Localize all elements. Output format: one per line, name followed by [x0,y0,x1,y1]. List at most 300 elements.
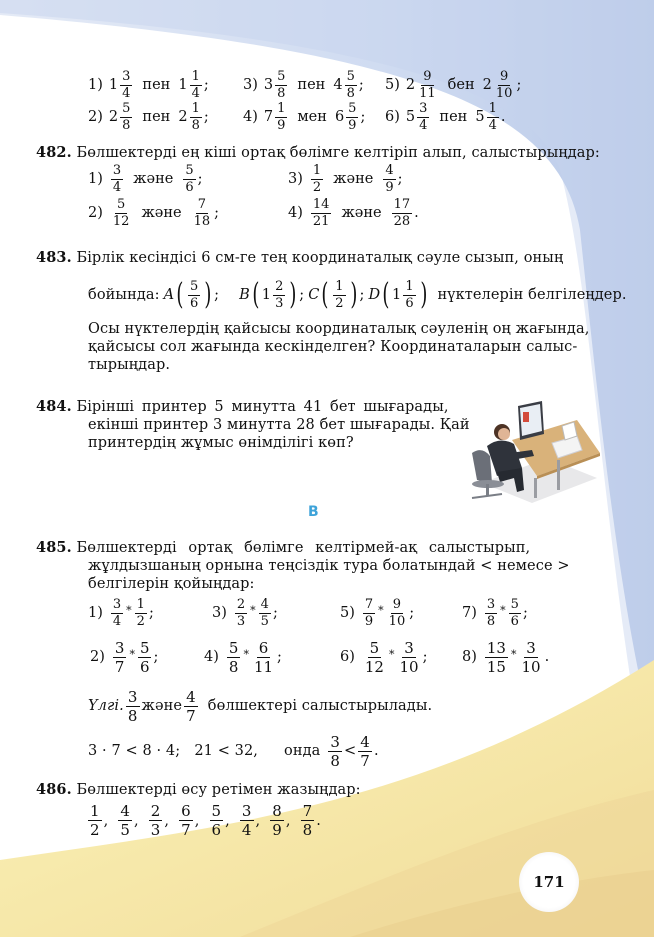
exercise-item [288,162,403,196]
connector-word: және [333,171,374,187]
task-486-fractions [86,800,329,840]
fraction [190,102,202,133]
numerator: 1 [488,100,497,116]
numerator: 5 [117,196,126,212]
exercise-item [88,196,219,230]
denominator: 4 [112,613,122,629]
fraction [275,102,287,133]
connector-word: мен [297,109,327,125]
numerator: 1 [312,162,322,178]
fraction [111,164,123,195]
example-line-2 [88,731,379,771]
denominator: 2 [136,613,145,629]
task-484-statement [36,398,470,452]
section-heading-level-b: B [308,504,319,520]
numerator: 4 [385,162,394,178]
text-prefix: бойында: [88,287,160,303]
example-line-1 [88,686,432,726]
exercise-item [90,640,158,674]
denominator: 4 [241,820,252,839]
item-label: 4) [243,109,258,125]
denominator: 10 [399,657,419,676]
comparison-placeholder: * [500,603,506,617]
comparison-placeholder: * [388,647,395,661]
denominator: 4 [112,179,122,195]
denominator: 4 [191,85,200,101]
task-number: 485. [36,539,72,556]
comparison-placeholder: * [243,647,249,661]
connector-word: және [133,171,174,187]
punctuation: ; [516,77,522,93]
punctuation: ; [153,649,159,665]
numerator: 5 [122,100,131,116]
punctuation: ; [203,109,209,125]
comparison-placeholder: * [126,603,132,617]
numerator: 3 [122,68,131,84]
item-label: 1) [88,77,103,93]
open-paren: ( [321,277,329,312]
denominator: 6 [185,179,194,195]
connector-word: және [141,698,183,714]
fraction [311,198,332,229]
comparison-placeholder: * [378,603,384,617]
coordinate-point [308,277,365,312]
exercise-item [243,68,364,102]
whole-part: 2 [482,77,492,93]
denominator: 9 [364,613,374,629]
denominator: 6 [139,657,150,676]
denominator: 15 [486,657,506,676]
punctuation: ; [197,171,203,187]
denominator: 3 [236,613,246,629]
coordinate-point [163,277,220,312]
task-485-statement [36,539,570,593]
fraction [188,280,200,311]
connector-word: және [341,205,382,221]
whole-part: 4 [333,77,343,93]
numerator: 3 [112,596,122,612]
numerator: 2 [275,278,284,294]
fraction [259,598,271,629]
numerator: 1 [277,100,286,116]
denominator: 21 [312,213,330,229]
numerator: 4 [360,732,370,751]
fraction [111,198,132,229]
numerator: 1 [90,801,100,820]
fraction [509,598,521,629]
numerator: 14 [312,196,330,212]
text-line: қайсысы сол жағында кескінделген? Координаталарын салыс- [88,339,578,355]
exercise-item [88,596,154,630]
denominator: 12 [364,657,384,676]
task-text: Бірлік кесіндісі 6 см-ге тең координаталық сәуле сызып, оның [76,250,564,266]
numerator: 1 [335,278,344,294]
fraction [190,70,202,101]
connector-word: және [141,205,182,221]
item-label: 4) [288,205,303,221]
denominator: 9 [277,117,286,133]
numerator: 5 [277,68,286,84]
example-label: Үлгі. [88,698,124,714]
fraction [485,598,497,629]
punctuation: ; [299,287,305,303]
fraction [149,803,163,838]
whole-part: 3 [263,77,274,93]
whole-part: 2 [405,77,416,93]
fraction [403,280,415,311]
fraction [113,640,127,675]
fraction [118,803,132,838]
fraction [345,70,357,101]
fraction [417,70,438,101]
punctuation: ; [522,605,528,621]
exercise-item [243,100,365,134]
text-line: белгілерін қойыңдар: [88,576,255,592]
fraction [252,640,275,675]
denominator: 18 [193,213,211,229]
denominator: 4 [488,117,497,133]
close-paren: ) [289,277,297,312]
open-paren: ( [382,277,390,312]
punctuation: . [500,109,506,125]
fraction [311,164,323,195]
numerator: 4 [186,687,196,706]
punctuation: , [134,813,139,829]
punctuation: . [544,649,550,665]
fraction [485,640,508,675]
exercise-item [462,596,528,630]
punctuation: ; [203,77,209,93]
denominator: 5 [120,820,131,839]
punctuation: ; [409,605,415,621]
denominator: 8 [302,820,313,839]
point-name: D [368,287,381,303]
denominator: 10 [495,85,513,101]
numerator: 3 [114,638,125,657]
close-paren: ) [204,277,212,312]
punctuation: . [373,743,379,759]
comparison-placeholder: * [510,647,517,661]
numerator: 8 [272,801,282,820]
numerator: 13 [486,638,506,657]
denominator: 8 [228,657,239,676]
fraction [88,803,102,838]
example-text: бөлшектері салыстырылады. [207,698,433,714]
whole-part: 7 [263,109,274,125]
fraction [273,280,285,311]
item-label: 3) [243,77,258,93]
punctuation: ; [277,649,282,665]
denominator: 2 [335,295,344,311]
fraction [301,803,315,838]
numerator: 3 [404,638,414,657]
whole-part: 1 [261,287,272,303]
numerator: 7 [302,801,313,820]
punctuation: , [285,813,291,829]
fraction [210,803,224,838]
denominator: 8 [122,117,131,133]
example-calculation: 3 · 7 < 8 · 4; 21 < 32, [88,743,259,759]
denominator: 28 [393,213,411,229]
connector-word: пен [297,77,326,93]
item-label: 2) [88,109,103,125]
whole-part: 1 [178,77,188,93]
denominator: 7 [360,751,370,770]
fraction [270,803,284,838]
denominator: 6 [510,613,519,629]
denominator: 8 [277,85,286,101]
fraction [120,102,132,133]
task-text: Бөлшектерді өсу ретімен жазыңдар: [76,782,361,798]
page-number: 171 [533,873,565,891]
punctuation: , [194,813,200,829]
denominator: 9 [272,820,282,839]
whole-part: 2 [108,109,119,125]
comparison-sign: < [344,743,357,759]
task-number: 483. [36,249,72,266]
numerator: 9 [423,68,432,84]
punctuation: ; [359,287,365,303]
numerator: 6 [181,801,191,820]
close-paren: ) [420,277,428,312]
numerator: 1 [136,596,145,612]
connector-word: пен [439,109,468,125]
comparison-placeholder: * [129,647,135,661]
coordinate-point [368,277,429,312]
task-482-statement [36,144,600,162]
numerator: 5 [346,68,355,84]
numerator: 3 [112,162,122,178]
text-line: Бірінші принтер 5 минутта 41 бет шығарады, [76,399,449,415]
task-number: 484. [36,398,72,415]
punctuation: ; [148,605,154,621]
task-number: 482. [36,144,72,161]
fraction [358,734,372,769]
point-name: A [163,287,175,303]
numerator: 5 [510,596,519,612]
exercise-item [204,640,282,674]
exercise-item [288,196,419,230]
denominator: 4 [419,117,428,133]
example-then: онда [284,743,321,759]
item-label: 8) [462,649,477,665]
denominator: 5 [260,613,269,629]
denominator: 2 [312,179,322,195]
fraction [227,640,241,675]
numerator: 3 [330,732,341,751]
fraction [192,198,213,229]
numerator: 3 [486,596,496,612]
exercise-item [88,162,203,196]
numerator: 3 [241,801,252,820]
whole-part: 1 [108,77,119,93]
text-suffix: нүктелерін белгілеңдер. [437,287,627,303]
fraction [120,70,132,101]
text-line: Осы нүктелердің қайсысы координаталық сәуленің оң жағында, [88,321,590,337]
fraction [275,70,287,101]
denominator: 10 [388,613,406,629]
fraction [383,164,395,195]
numerator: 5 [185,162,194,178]
text-line: тырыңдар. [88,357,171,373]
exercise-item [385,68,521,102]
connector-word: бен [447,77,475,93]
denominator: 6 [189,295,199,311]
punctuation: ; [214,287,220,303]
numerator: 1 [405,278,414,294]
exercise-item [212,596,278,630]
numerator: 5 [189,278,199,294]
fraction [235,598,247,629]
fraction [519,640,542,675]
item-label: 5) [340,605,355,621]
numerator: 5 [228,638,239,657]
numerator: 2 [236,596,246,612]
numerator: 4 [260,596,269,612]
numerator: 6 [258,638,269,657]
punctuation: ; [358,77,364,93]
fraction [392,198,413,229]
numerator: 1 [191,100,200,116]
numerator: 5 [369,638,380,657]
denominator: 10 [521,657,541,676]
task-text: Бөлшектерді ең кіші ортақ бөлімге келтіріп алып, салыстырыңдар: [76,145,600,161]
fraction [240,803,254,838]
fraction [417,102,429,133]
denominator: 3 [150,820,161,839]
punctuation: ; [214,205,220,221]
fraction [184,689,198,724]
fraction [363,598,375,629]
exercise-item [88,100,209,134]
denominator: 11 [253,657,274,676]
numerator: 17 [393,196,411,212]
point-name: C [308,287,320,303]
numerator: 4 [120,801,131,820]
item-label: 7) [462,605,477,621]
fraction [138,640,152,675]
task-483-question [88,320,589,374]
fraction [387,598,408,629]
denominator: 4 [122,85,131,101]
fraction [397,640,420,675]
numerator: 5 [348,100,357,116]
numerator: 5 [211,801,222,820]
text-line: принтердің жұмыс өнімділігі көп? [88,435,354,451]
fraction [333,280,345,311]
man-at-computer-with-printer-illustration [462,398,602,503]
denominator: 8 [486,613,496,629]
punctuation: , [225,813,230,829]
whole-part: 5 [475,109,485,125]
denominator: 9 [348,117,357,133]
punctuation: , [103,813,109,829]
task-number: 486. [36,781,72,798]
punctuation: ; [397,171,403,187]
connector-word: пен [142,109,171,125]
denominator: 8 [127,706,138,725]
denominator: 7 [181,820,191,839]
whole-part: 2 [178,109,188,125]
fraction [487,102,499,133]
fraction [126,689,140,724]
whole-part: 6 [334,109,345,125]
text-line: Бөлшектерді ортақ бөлімге келтірмей-ақ салыстырып, [76,540,531,556]
denominator: 11 [419,85,436,101]
denominator: 6 [405,295,414,311]
item-label: 3) [288,171,303,187]
comparison-placeholder: * [250,603,256,617]
numerator: 9 [392,596,402,612]
fraction [363,640,386,675]
item-label: 1) [88,171,103,187]
fraction [494,70,515,101]
numerator: 1 [191,68,200,84]
denominator: 9 [385,179,394,195]
open-paren: ( [252,277,260,312]
punctuation: , [255,813,261,829]
item-label: 2) [88,205,103,221]
denominator: 12 [112,213,130,229]
numerator: 3 [127,687,138,706]
exercise-item [462,640,549,674]
item-label: 2) [90,649,105,665]
denominator: 7 [186,706,196,725]
task-483-points [88,274,627,316]
denominator: 8 [191,117,200,133]
numerator: 9 [500,68,509,84]
denominator: 2 [90,820,100,839]
fraction [179,803,193,838]
item-label: 1) [88,605,103,621]
text-line: екінші принтер 3 минутта 28 бет шығарады. Қай [88,417,470,433]
point-name: B [239,287,250,303]
punctuation: ; [272,605,278,621]
punctuation: . [414,205,419,221]
text-line: жұлдызшаның орнына теңсіздік тура болатындай < немесе > [88,558,570,574]
coordinate-point [239,277,305,312]
fraction [328,734,342,769]
punctuation: ; [360,109,366,125]
numerator: 3 [526,638,536,657]
exercise-item [340,596,414,630]
punctuation: . [316,813,321,829]
fraction [111,598,123,629]
fraction [183,164,195,195]
open-paren: ( [176,277,184,312]
close-paren: ) [350,277,358,312]
numerator: 7 [364,596,374,612]
task-483-statement [36,249,563,267]
numerator: 7 [197,196,207,212]
numerator: 5 [139,638,150,657]
punctuation: , [164,813,170,829]
item-label: 6) [385,109,400,125]
denominator: 6 [211,820,222,839]
whole-part: 5 [405,109,416,125]
exercise-item [340,640,427,674]
item-label: 6) [340,649,355,665]
numerator: 2 [150,801,161,820]
item-label: 4) [204,649,219,665]
item-label: 3) [212,605,227,621]
connector-word: пен [142,77,171,93]
denominator: 8 [330,751,341,770]
denominator: 7 [114,657,125,676]
exercise-item [385,100,505,134]
denominator: 8 [346,85,355,101]
denominator: 3 [275,295,284,311]
